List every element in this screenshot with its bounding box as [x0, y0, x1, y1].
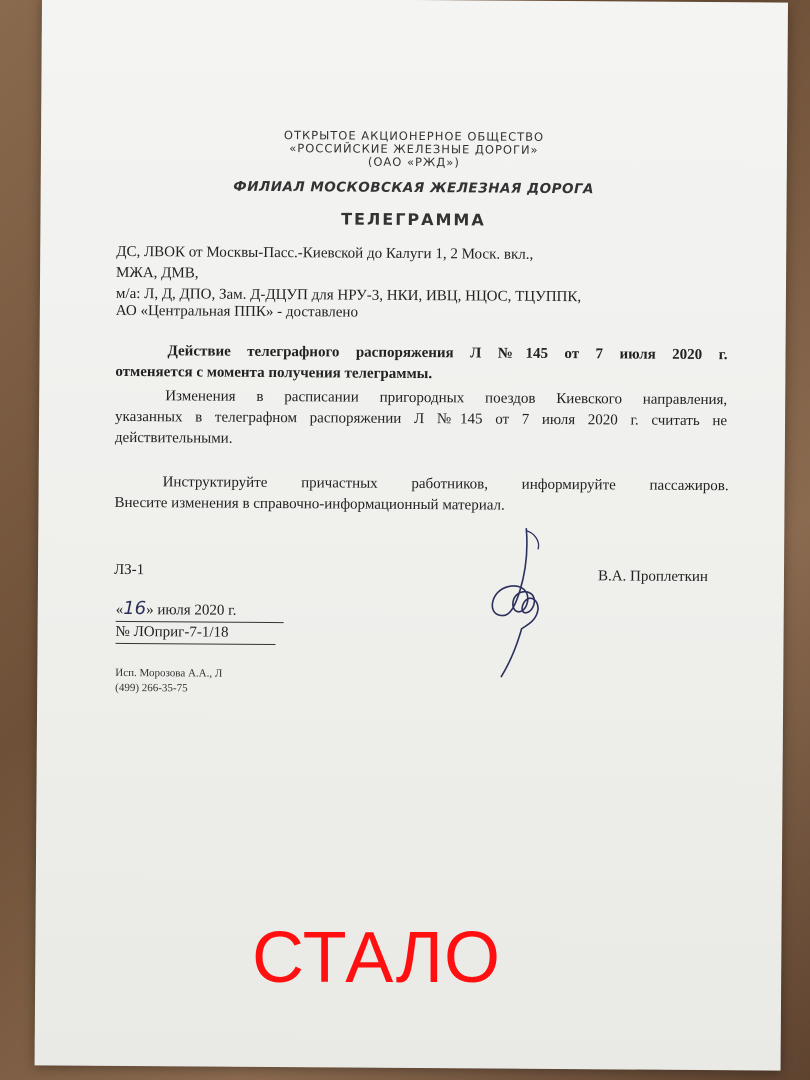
- org-name-line1: ОТКРЫТОЕ АКЦИОНЕРНОЕ ОБЩЕСТВО: [283, 128, 545, 144]
- date-rest: » июля 2020 г.: [146, 602, 237, 619]
- branch-title: ФИЛИАЛ МОСКОВСКАЯ ЖЕЛЕЗНАЯ ДОРОГА: [233, 178, 595, 198]
- changes-line2: указанных в телеграфном распоряжении Л №145 от 7 июля 2020 г. считать не: [115, 408, 728, 430]
- status-overlay-label: СТАЛО: [252, 918, 502, 998]
- changes-line3: действительными.: [114, 429, 233, 447]
- addressees-line2: МЖА, ДМВ,: [116, 264, 199, 282]
- document-number: № ЛОприг-7-1/18: [115, 622, 275, 645]
- date-day-handwritten: 16: [123, 597, 147, 620]
- signer-name: В.А. Проплеткин: [597, 568, 709, 586]
- org-name-line3: (ОАО «РЖД»): [367, 154, 460, 170]
- instructions-line1: Инструктируйте причастных работников, информируйте пассажиров.: [162, 474, 729, 495]
- org-name-line2: «РОССИЙСКИЕ ЖЕЛЕЗНЫЕ ДОРОГИ»: [289, 141, 539, 157]
- document-type: ТЕЛЕГРАММА: [341, 209, 486, 230]
- changes-line1: Изменения в расписании пригородных поездов Киевского направления,: [165, 388, 728, 409]
- addressees-line3: м/а: Л, Д, ДПО, Зам. Д-ДЦУП для НРУ-3, НКИ, ИВЦ, НЦОС, ТЦУППК,: [115, 285, 582, 306]
- date-line: [116, 598, 284, 623]
- instructions-line2: Внесите изменения в справочно-информационный материал.: [114, 494, 505, 514]
- addressees-line4: АО «Центральная ППК» - доставлено: [115, 302, 359, 321]
- executor-name: Исп. Морозова А.А., Л: [115, 666, 223, 680]
- cancel-notice-line1: Действие телеграфного распоряжения Л №145 от 7 июля 2020 г.: [167, 343, 728, 364]
- cancel-notice-line2: отменяется с момента получения телеграммы.: [115, 363, 433, 383]
- date-quote-open: «: [115, 601, 124, 618]
- sender-code: ЛЗ-1: [113, 561, 145, 579]
- signature: [467, 510, 588, 681]
- document-sheet: [35, 0, 788, 1071]
- executor-phone: (499) 266-35-75: [115, 681, 188, 695]
- addressees-line1: ДС, ЛВОК от Москвы-Пасс.-Киевской до Калуги 1, 2 Моск. вкл.,: [116, 243, 534, 263]
